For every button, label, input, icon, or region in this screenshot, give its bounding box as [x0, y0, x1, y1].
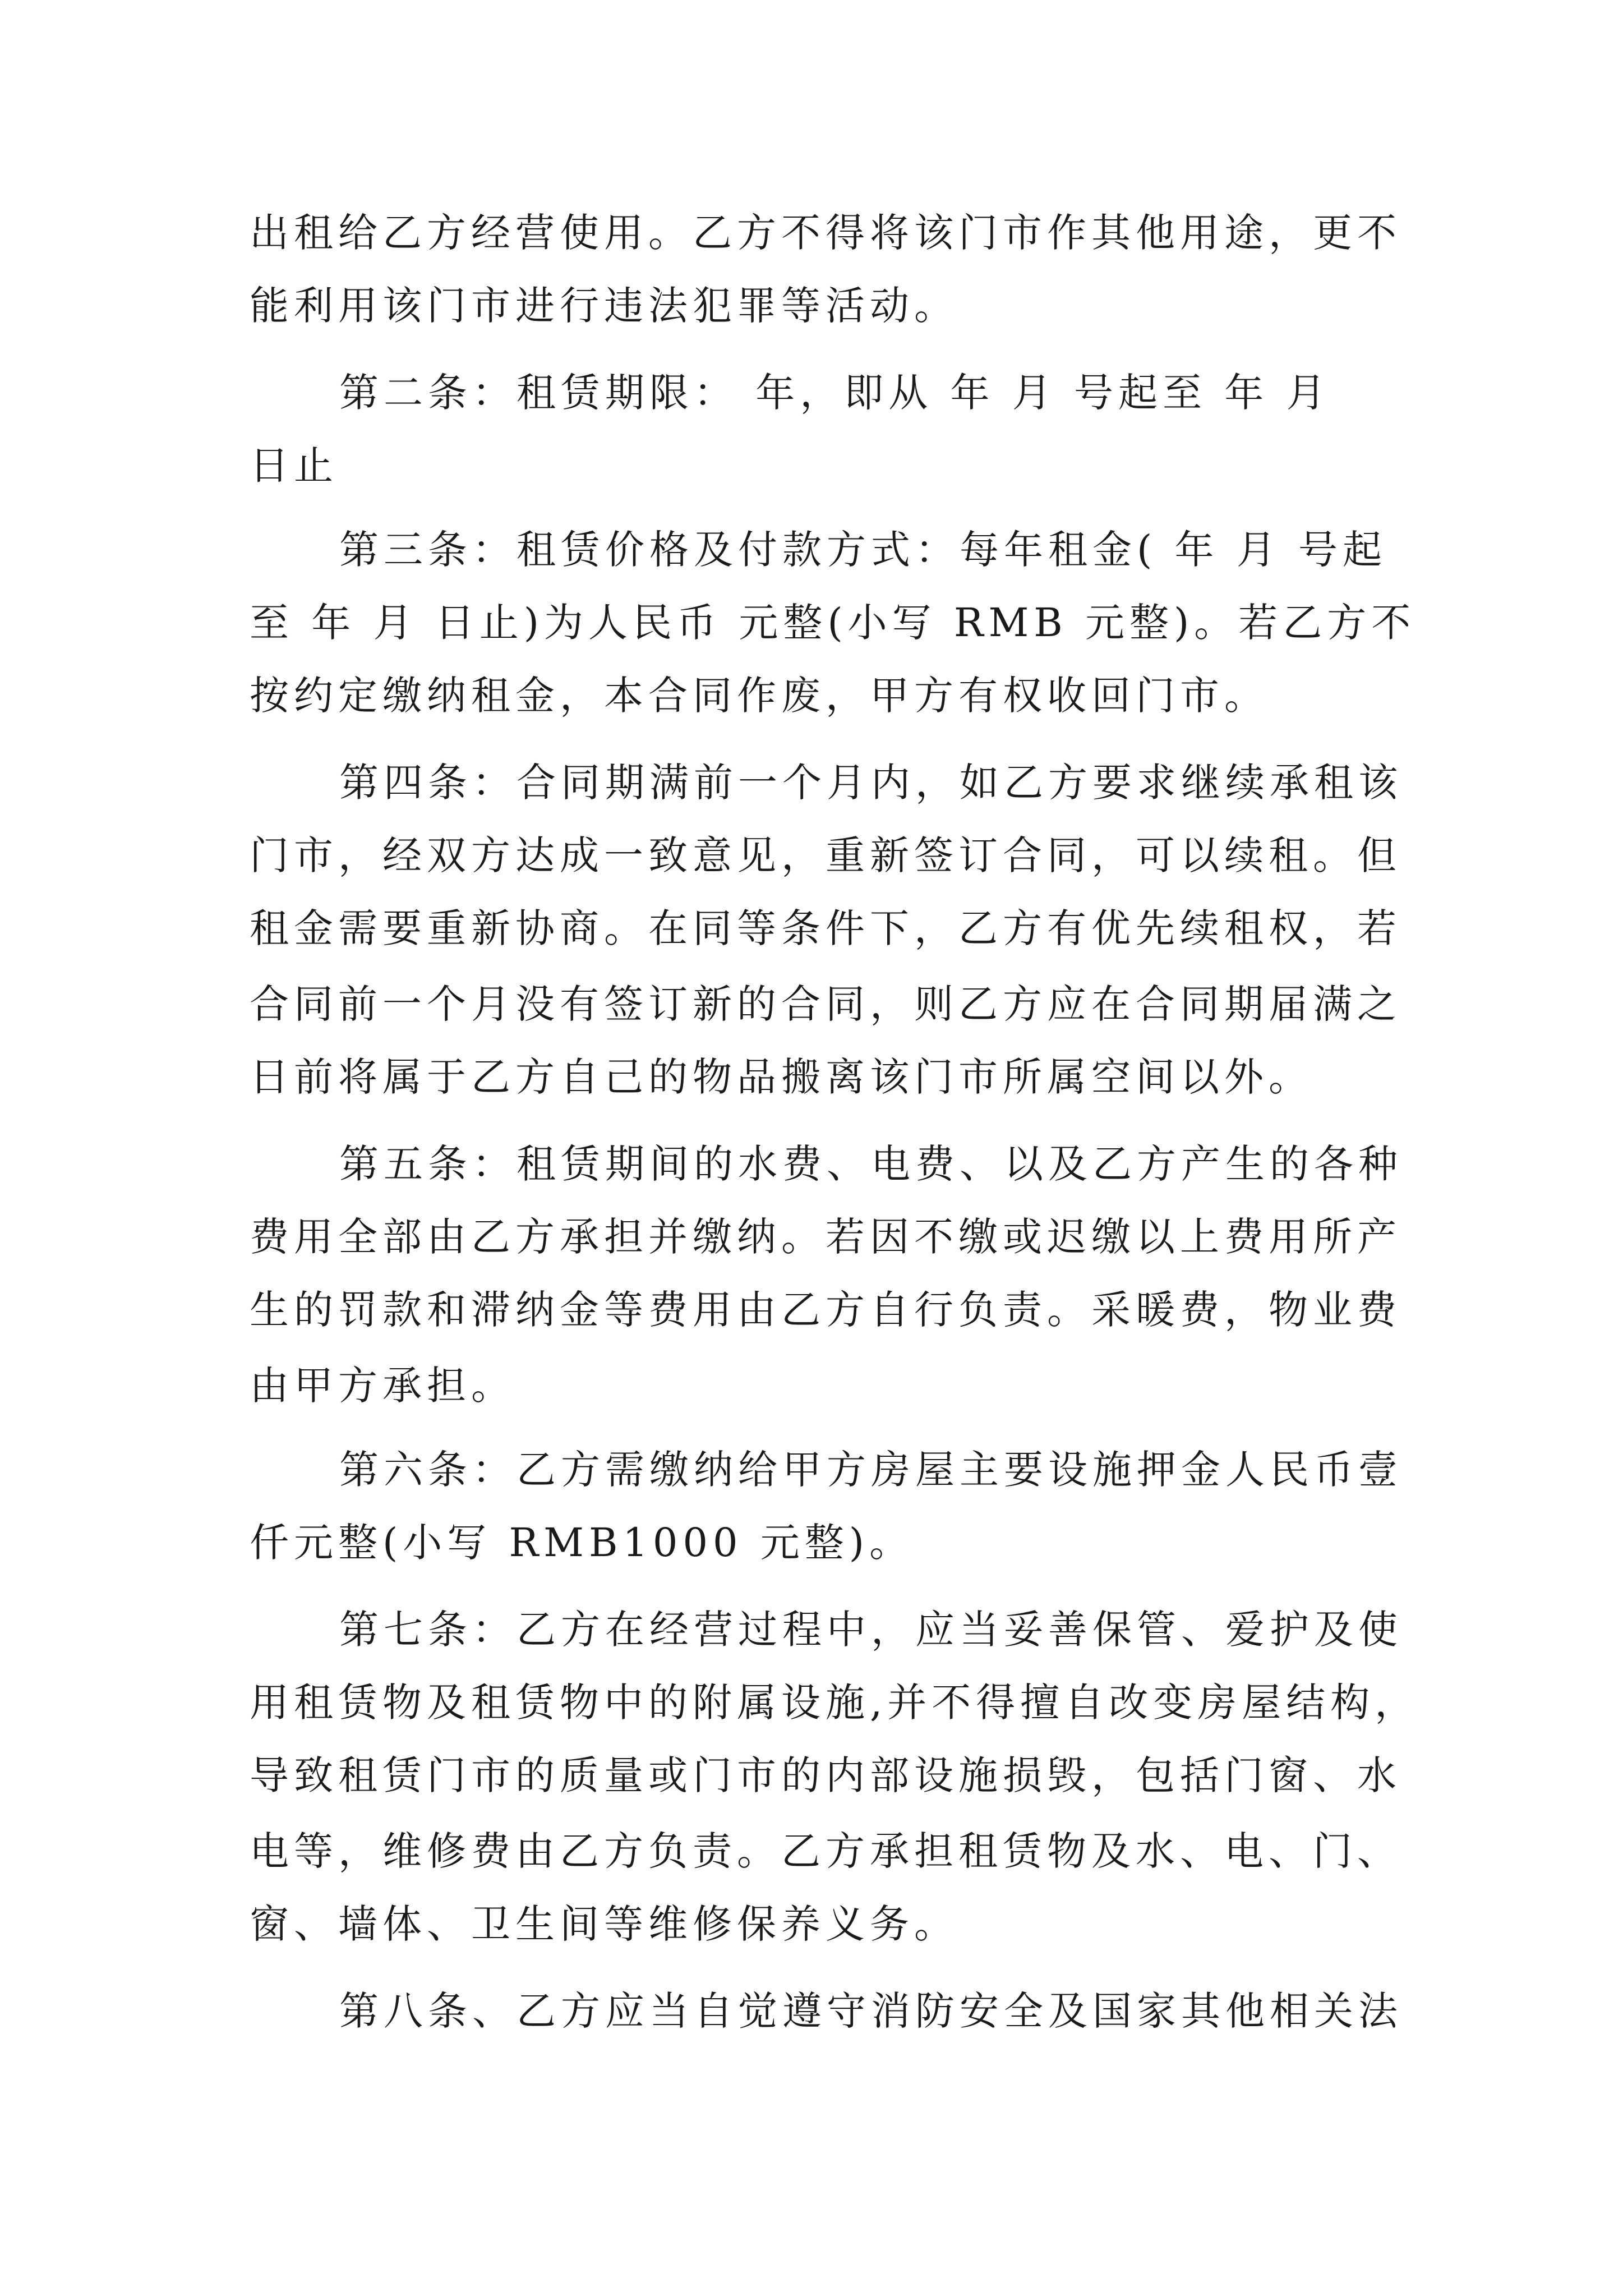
paragraph-line: 由甲方承担。 [250, 1363, 515, 1409]
paragraph-line: 门市，经双方达成一致意见，重新签订合同，可以续租。但 [250, 832, 1401, 878]
paragraph-line: 生的罚款和滞纳金等费用由乙方自行负责。采暖费，物业费 [250, 1287, 1401, 1333]
paragraph-line: 合同前一个月没有签订新的合同，则乙方应在合同期届满之 [250, 981, 1401, 1027]
article-5-heading-line: 第五条：租赁期间的水费、电费、以及乙方产生的各种 [339, 1141, 1403, 1187]
paragraph-line: 按约定缴纳租金，本合同作废，甲方有权收回门市。 [250, 673, 1269, 719]
paragraph-line: 日止 [250, 443, 338, 489]
paragraph-line: 出租给乙方经营使用。乙方不得将该门市作其他用途，更不 [250, 210, 1401, 256]
paragraph-line: 租金需要重新协商。在同等条件下，乙方有优先续租权，若 [250, 905, 1401, 951]
paragraph-line: 用租赁物及租赁物中的附属设施,并不得擅自改变房屋结构， [250, 1680, 1419, 1726]
article-4-heading-line: 第四条：合同期满前一个月内，如乙方要求继续承租该 [339, 760, 1403, 806]
article-8-heading-line: 第八条、乙方应当自觉遵守消防安全及国家其他相关法 [339, 1988, 1403, 2034]
article-2-heading-line: 第二条：租赁期限： 年，即从 年 月 号起至 年 月 [339, 370, 1331, 416]
paragraph-line: 能利用该门市进行违法犯罪等活动。 [250, 283, 958, 329]
paragraph-line: 费用全部由乙方承担并缴纳。若因不缴或迟缴以上费用所产 [250, 1214, 1401, 1260]
paragraph-line: 导致租赁门市的质量或门市的内部设施损毁，包括门窗、水 [250, 1752, 1401, 1798]
article-7-heading-line: 第七条：乙方在经营过程中，应当妥善保管、爱护及使 [339, 1607, 1403, 1653]
article-6-heading-line: 第六条：乙方需缴纳给甲方房屋主要设施押金人民币壹 [339, 1447, 1403, 1493]
article-3-heading-line: 第三条：租赁价格及付款方式：每年租金( 年 月 号起 [339, 527, 1387, 573]
paragraph-line: 至 年 月 日止)为人民币 元整(小写 RMB 元整)。若乙方不 [250, 600, 1416, 646]
paragraph-line: 窗、墙体、卫生间等维修保养义务。 [250, 1901, 958, 1947]
paragraph-line: 仟元整(小写 RMB1000 元整)。 [250, 1520, 914, 1566]
paragraph-line: 电等，维修费由乙方负责。乙方承担租赁物及水、电、门、 [250, 1828, 1401, 1874]
paragraph-line: 日前将属于乙方自己的物品搬离该门市所属空间以外。 [250, 1054, 1313, 1100]
